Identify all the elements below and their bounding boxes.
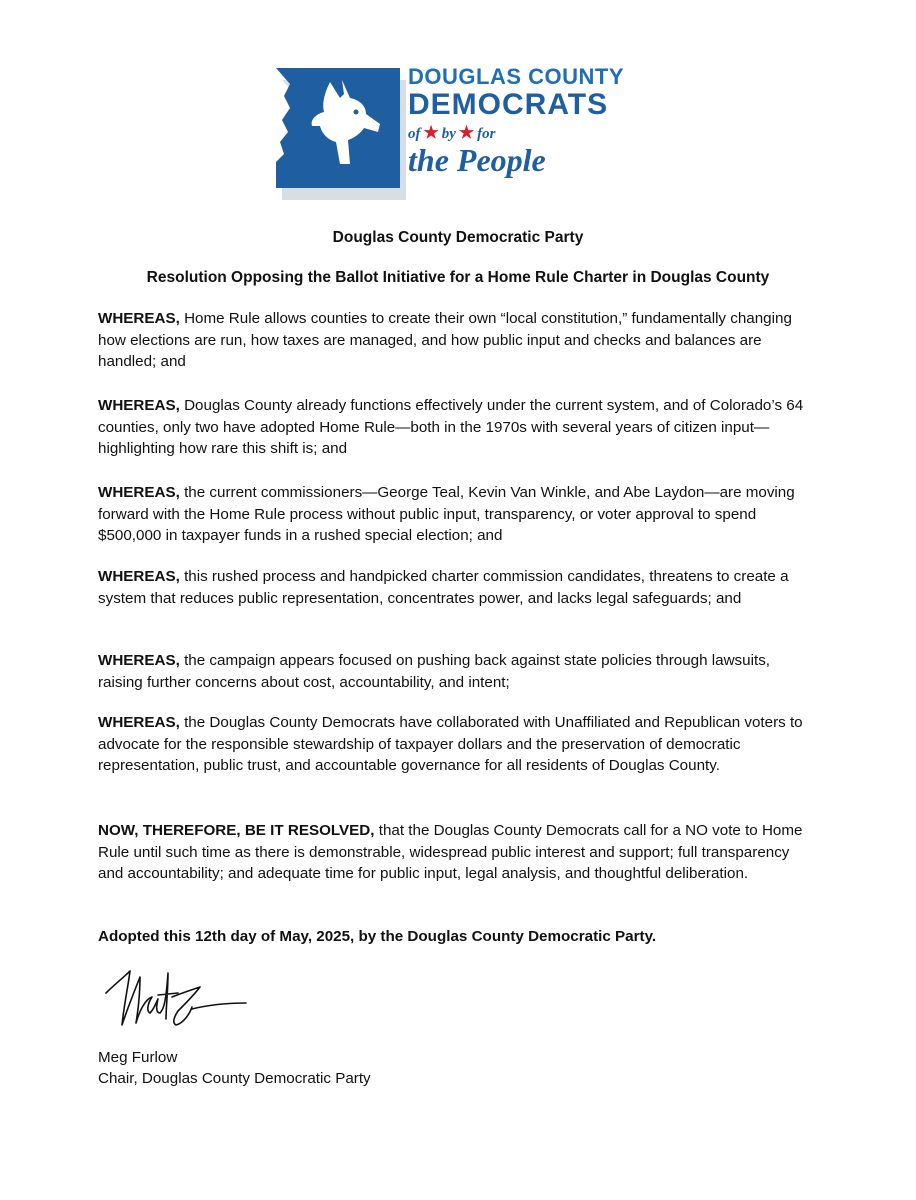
paragraph-text: the current commissioners—George Teal, Kevin Van Winkle, and Abe Laydon—are moving forward with the Home Rule process without public input, transparency, or voter approval to spend $500,000 in taxpayer funds in a rushed special election; and <box>98 484 795 544</box>
paragraph-lead: NOW, THEREFORE, BE IT RESOLVED, <box>98 822 375 839</box>
red-star-icon: ★ <box>458 123 475 142</box>
paragraph-lead: WHEREAS, <box>98 397 180 414</box>
signer-block <box>98 1047 371 1089</box>
logo-tagline <box>408 124 624 142</box>
logo-the-people: the People <box>408 142 546 178</box>
county-map-donkey-icon <box>270 54 410 204</box>
organization-title: Douglas County Democratic Party <box>332 229 584 246</box>
logo-line-1: DOUGLAS COUNTY <box>408 64 624 89</box>
party-logo <box>270 54 650 204</box>
signer-name: Meg Furlow <box>98 1049 178 1066</box>
tagline-by: by <box>441 126 456 142</box>
paragraph-text: the Douglas County Democrats have collaborated with Unaffiliated and Republican voters to advocate for the responsible stewardship of taxpayer dollars and the preservation of democratic representation, public trust, and accountable governance for all residents of Douglas County. <box>98 714 803 774</box>
resolved-paragraph <box>98 820 818 885</box>
resolution-title: Resolution Opposing the Ballot Initiative for a Home Rule Charter in Douglas County <box>146 269 770 286</box>
paragraph-lead: WHEREAS, <box>98 652 180 669</box>
whereas-paragraph-4 <box>98 566 818 609</box>
tagline-for: for <box>477 126 496 142</box>
paragraph-lead: WHEREAS, <box>98 484 180 501</box>
paragraph-lead: WHEREAS, <box>98 714 180 731</box>
whereas-paragraph-1 <box>98 308 818 373</box>
whereas-paragraph-6 <box>98 712 818 777</box>
paragraph-text: that the Douglas County Democrats call for a NO vote to Home Rule until such time as there is demonstrable, widespread public interest and support; full transparency and accountability; and adequate time for public input, legal analysis, and thoughtful deliberation. <box>98 822 803 882</box>
adoption-statement: Adopted this 12th day of May, 2025, by the Douglas County Democratic Party. <box>98 928 657 945</box>
paragraph-lead: WHEREAS, <box>98 568 180 585</box>
whereas-paragraph-2 <box>98 395 818 460</box>
red-star-icon: ★ <box>423 123 439 142</box>
whereas-paragraph-3 <box>98 482 818 547</box>
tagline-of: of <box>408 126 421 142</box>
paragraph-lead: WHEREAS, <box>98 310 180 327</box>
paragraph-text: the campaign appears focused on pushing back against state policies through lawsuits, raising further concerns about cost, accountability, and intent; <box>98 652 771 691</box>
paragraph-text: this rushed process and handpicked charter commission candidates, threatens to create a system that reduces public representation, concentrates power, and lacks legal safeguards; and <box>98 568 789 607</box>
paragraph-text: Home Rule allows counties to create their own “local constitution,” fundamentally changing how elections are run, how taxes are managed, and how public input and checks and balances are handled; and <box>98 310 792 370</box>
signer-title: Chair, Douglas County Democratic Party <box>98 1070 371 1087</box>
signature-image <box>104 963 254 1033</box>
logo-line-2: DEMOCRATS <box>408 88 609 121</box>
paragraph-text: Douglas County already functions effectively under the current system, and of Colorado’s 64 counties, only two have adopted Home Rule—both in the 1970s with several years of citizen input—highlighting how rare this shift is; and <box>98 397 804 457</box>
whereas-paragraph-5 <box>98 650 818 693</box>
